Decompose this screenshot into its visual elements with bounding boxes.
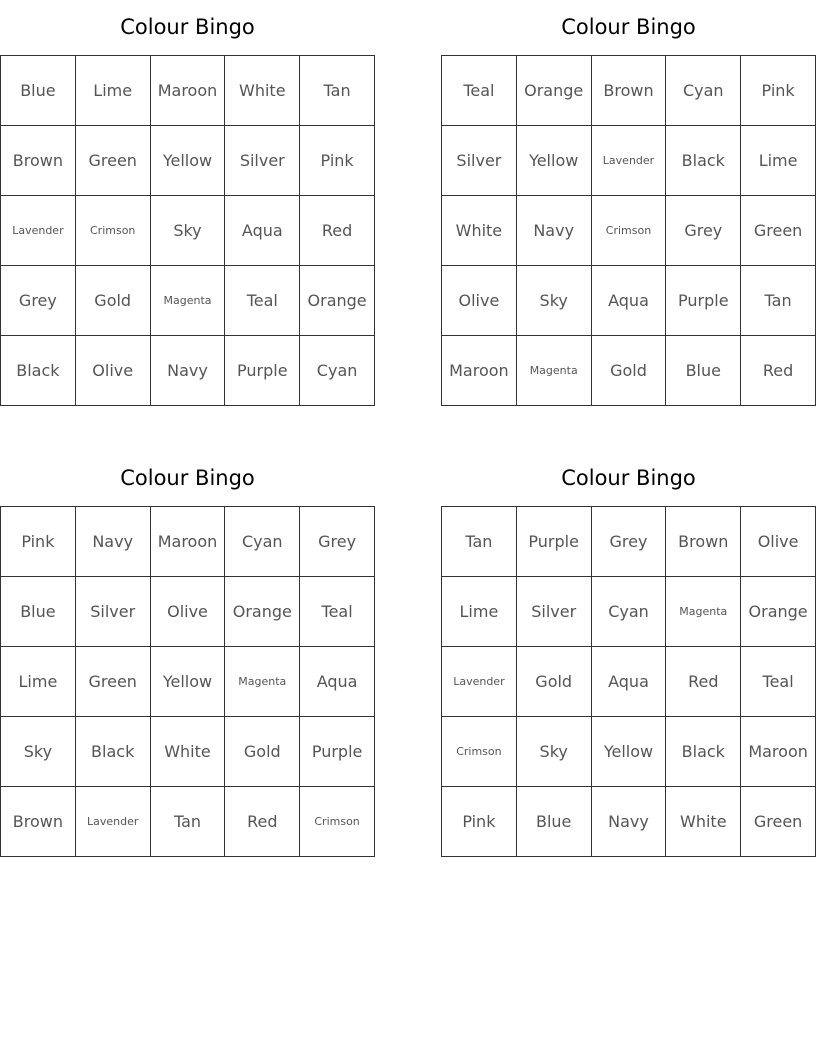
- bingo-cell: Grey: [300, 507, 375, 577]
- bingo-cell: Magenta: [666, 577, 741, 647]
- bingo-cell: Aqua: [300, 647, 375, 717]
- bingo-cell: Lime: [442, 577, 517, 647]
- bingo-cell: Crimson: [592, 196, 667, 266]
- bingo-cell: Yellow: [592, 717, 667, 787]
- card-title: Colour Bingo: [120, 466, 255, 490]
- card-title: Colour Bingo: [561, 466, 696, 490]
- bingo-cell: Purple: [225, 336, 300, 406]
- bingo-cell: Silver: [76, 577, 151, 647]
- bingo-cell: Navy: [517, 196, 592, 266]
- bingo-cell: Crimson: [442, 717, 517, 787]
- bingo-cell: Black: [1, 336, 76, 406]
- bingo-cell: Aqua: [592, 647, 667, 717]
- bingo-cell: White: [151, 717, 226, 787]
- bingo-cell: Teal: [442, 56, 517, 126]
- bingo-cell: Tan: [151, 787, 226, 857]
- bingo-cell: Green: [741, 196, 816, 266]
- bingo-cell: Lime: [76, 56, 151, 126]
- bingo-cell: Gold: [76, 266, 151, 336]
- bingo-cell: Blue: [666, 336, 741, 406]
- card-title: Colour Bingo: [120, 15, 255, 39]
- bingo-cell: Maroon: [741, 717, 816, 787]
- bingo-cell: Brown: [1, 787, 76, 857]
- bingo-cell: Aqua: [225, 196, 300, 266]
- bingo-grid: [0, 55, 375, 406]
- bingo-cell: Navy: [592, 787, 667, 857]
- bingo-cell: Silver: [225, 126, 300, 196]
- bingo-cell: Olive: [442, 266, 517, 336]
- bingo-cell: Magenta: [225, 647, 300, 717]
- bingo-cell: Gold: [225, 717, 300, 787]
- bingo-cell: Lime: [1, 647, 76, 717]
- bingo-cell: Magenta: [517, 336, 592, 406]
- bingo-cell: Magenta: [151, 266, 226, 336]
- bingo-cell: Gold: [517, 647, 592, 717]
- bingo-cell: Maroon: [151, 56, 226, 126]
- bingo-cell: Silver: [517, 577, 592, 647]
- bingo-cell: Purple: [300, 717, 375, 787]
- bingo-cell: Red: [741, 336, 816, 406]
- bingo-grid: [441, 55, 816, 406]
- bingo-cell: Black: [666, 126, 741, 196]
- bingo-cell: Lavender: [1, 196, 76, 266]
- bingo-cell: Orange: [517, 56, 592, 126]
- bingo-cell: Green: [76, 647, 151, 717]
- bingo-cell: Orange: [300, 266, 375, 336]
- bingo-cell: Silver: [442, 126, 517, 196]
- bingo-cell: Green: [741, 787, 816, 857]
- bingo-cell: Teal: [225, 266, 300, 336]
- bingo-cell: Lavender: [76, 787, 151, 857]
- bingo-cell: Pink: [300, 126, 375, 196]
- bingo-cell: Lavender: [592, 126, 667, 196]
- bingo-cell: Tan: [300, 56, 375, 126]
- bingo-cell: Cyan: [592, 577, 667, 647]
- bingo-cell: Red: [225, 787, 300, 857]
- bingo-cell: Teal: [300, 577, 375, 647]
- bingo-cell: Lime: [741, 126, 816, 196]
- bingo-cell: Grey: [666, 196, 741, 266]
- bingo-grid: [441, 506, 816, 857]
- bingo-cell: Sky: [1, 717, 76, 787]
- bingo-cell: Yellow: [517, 126, 592, 196]
- bingo-cell: Cyan: [666, 56, 741, 126]
- bingo-cell: Purple: [517, 507, 592, 577]
- bingo-cell: Crimson: [76, 196, 151, 266]
- bingo-cell: Cyan: [300, 336, 375, 406]
- bingo-cell: White: [666, 787, 741, 857]
- bingo-cell: Olive: [741, 507, 816, 577]
- bingo-cell: Olive: [151, 577, 226, 647]
- bingo-cell: White: [442, 196, 517, 266]
- bingo-cell: Navy: [76, 507, 151, 577]
- bingo-cell: Tan: [442, 507, 517, 577]
- bingo-cell: Navy: [151, 336, 226, 406]
- bingo-cell: Pink: [442, 787, 517, 857]
- bingo-cell: Gold: [592, 336, 667, 406]
- bingo-cell: Crimson: [300, 787, 375, 857]
- bingo-cell: Maroon: [151, 507, 226, 577]
- bingo-cell: Blue: [517, 787, 592, 857]
- bingo-cell: Yellow: [151, 647, 226, 717]
- bingo-cell: Tan: [741, 266, 816, 336]
- bingo-cell: Blue: [1, 56, 76, 126]
- bingo-cell: Cyan: [225, 507, 300, 577]
- bingo-cell: Purple: [666, 266, 741, 336]
- bingo-cell: Grey: [1, 266, 76, 336]
- bingo-cell: Aqua: [592, 266, 667, 336]
- bingo-cell: Sky: [517, 717, 592, 787]
- bingo-cell: White: [225, 56, 300, 126]
- bingo-cell: Grey: [592, 507, 667, 577]
- bingo-cell: Pink: [1, 507, 76, 577]
- bingo-cell: Blue: [1, 577, 76, 647]
- bingo-cell: Green: [76, 126, 151, 196]
- bingo-cell: Olive: [76, 336, 151, 406]
- bingo-cell: Pink: [741, 56, 816, 126]
- bingo-cell: Lavender: [442, 647, 517, 717]
- card-title: Colour Bingo: [561, 15, 696, 39]
- bingo-cell: Orange: [225, 577, 300, 647]
- bingo-cell: Teal: [741, 647, 816, 717]
- bingo-cell: Red: [300, 196, 375, 266]
- bingo-cell: Black: [666, 717, 741, 787]
- bingo-cell: Brown: [1, 126, 76, 196]
- bingo-cell: Maroon: [442, 336, 517, 406]
- bingo-cell: Brown: [666, 507, 741, 577]
- bingo-cell: Brown: [592, 56, 667, 126]
- bingo-cell: Yellow: [151, 126, 226, 196]
- bingo-cell: Black: [76, 717, 151, 787]
- bingo-cell: Sky: [517, 266, 592, 336]
- bingo-cell: Red: [666, 647, 741, 717]
- bingo-cell: Sky: [151, 196, 226, 266]
- bingo-cell: Orange: [741, 577, 816, 647]
- bingo-grid: [0, 506, 375, 857]
